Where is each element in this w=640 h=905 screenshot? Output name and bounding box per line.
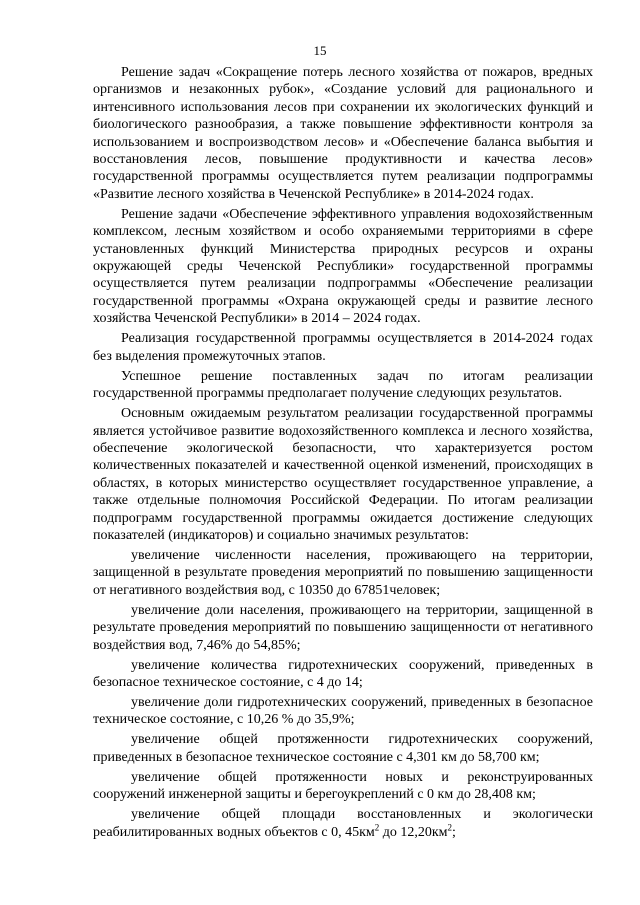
superscript: 2 bbox=[374, 821, 380, 832]
paragraph: Реализация государственной программы осуществляется в 2014-2024 годах без выделения промежуточных этапов. bbox=[93, 331, 593, 364]
paragraph: Решение задач «Сокращение потерь лесного хозяйства от пожаров, вредных организмов и незаконных рубок», «Создание условий для рационального и интенсивного использования лесов при сохранении их экологических функций и биологического разнообразия, а также повышение эффективности контроля за использованием и воспроизводством лесов» и «Обеспечение баланса выбытия и восстановления лесов, повышение продуктивности и качества лесов» государственной программы осуществляется путем реализации подпрограммы «Развитие лесного хозяйства в Чеченской Республике» в 2014-2024 годах. bbox=[93, 65, 593, 202]
paragraph: Основным ожидаемым результатом реализации государственной программы является устойчивое развитие водохозяйственного комплекса и лесного хозяйства, обеспечение экологической безопасности, что характеризуется ростом количественных показателей и качественной оценкой изменений, происходящих в областях, в которых министерство осуществляет государственное управление, а также отдельные полномочия Российской Федерации. По итогам реализации подпрограмм государственной программы ожидается достижение следующих показателей (индикаторов) и социально значимых результатов: bbox=[93, 406, 593, 543]
result-item: увеличение количества гидротехнических сооружений, приведенных в безопасное техническое состояние, с 4 до 14; bbox=[93, 657, 593, 690]
page-number: 15 bbox=[313, 43, 327, 58]
result-item-text: ; bbox=[452, 824, 456, 840]
result-item-text: увеличение общей площади восстановленных и экологически реабилитированных водных объектов с 0, 45км bbox=[93, 807, 593, 840]
document-body bbox=[93, 64, 593, 844]
paragraph: Успешное решение поставленных задач по итогам реализации государственной программы предполагает получение следующих результатов. bbox=[93, 368, 593, 402]
result-item-water-area bbox=[93, 806, 593, 841]
result-item: увеличение общей протяженности гидротехнических сооружений, приведенных в безопасное техническое состояние с 4,301 км до 58,700 км; bbox=[93, 732, 593, 765]
result-item: увеличение численности населения, проживающего на территории, защищенной в результате проведения мероприятий по повышению защищенности от негативного воздействия вод, с 10350 до 67851человек; bbox=[93, 547, 593, 598]
result-item-text: до 12,20км bbox=[379, 824, 448, 840]
paragraph: Решение задачи «Обеспечение эффективного управления водохозяйственным комплексом, лесным хозяйством и особо охраняемыми территориями в сфере установленных функций Министерства природных ресурсов и охраны окружающей среды Чеченской Республики» государственной программы осуществляется путем реализации подпрограммы «Обеспечение реализации государственной программы «Охрана окружающей среды и развитие лесного хозяйства Чеченской Республики» в 2014 – 2024 годах. bbox=[93, 206, 593, 327]
result-item: увеличение доли гидротехнических сооружений, приведенных в безопасное техническое состояние, с 10,26 % до 35,9%; bbox=[93, 694, 593, 728]
result-item: увеличение доли населения, проживающего на территории, защищенной в результате проведения мероприятий по повышению защищенности от негативного воздействия вод, 7,46% до 54,85%; bbox=[93, 602, 593, 653]
result-item: увеличение общей протяженности новых и реконструированных сооружений инженерной защиты и берегоукреплений с 0 км до 28,408 км; bbox=[93, 769, 593, 803]
superscript: 2 bbox=[447, 821, 453, 832]
